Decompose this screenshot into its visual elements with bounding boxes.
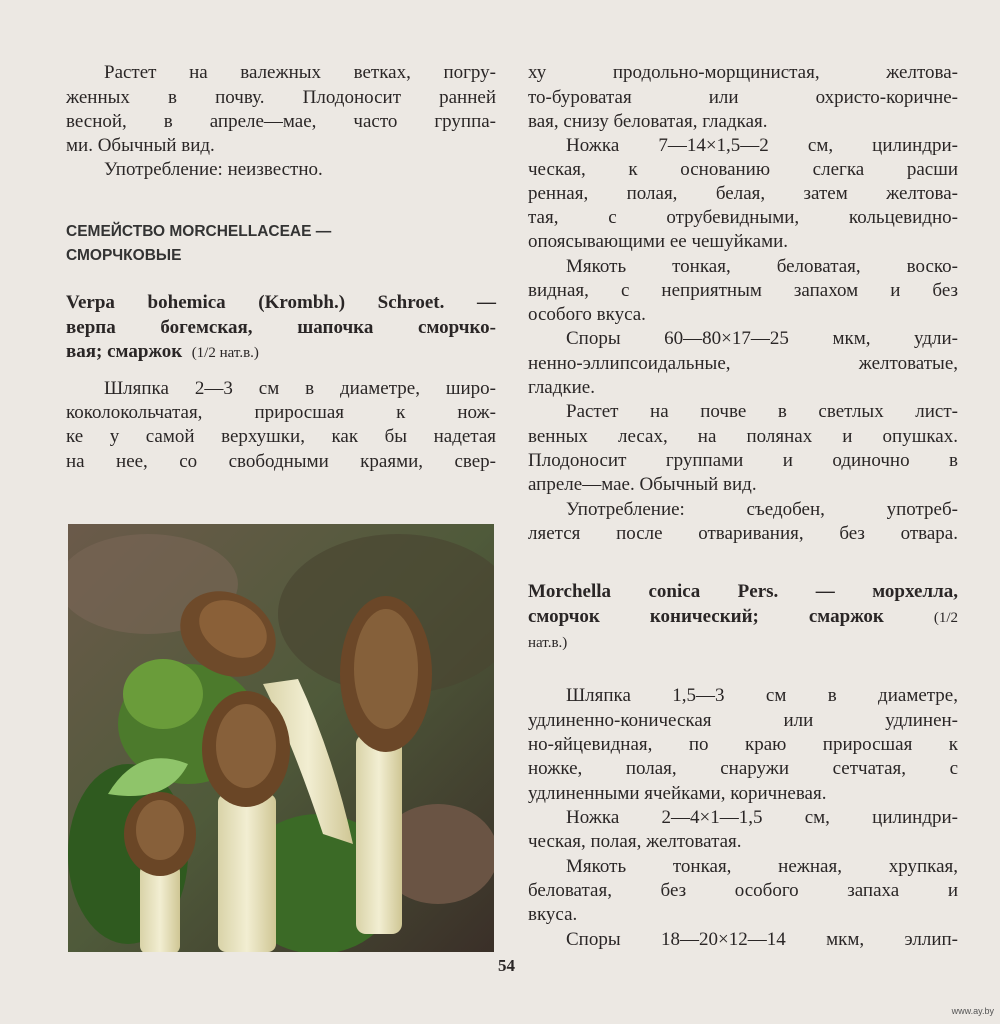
species-title: верпа богемская, шапочка сморчко- <box>66 317 496 338</box>
text-line: особого вкуса. <box>528 304 646 325</box>
text-line: Шляпка 2—3 см в диаметре, широ- <box>104 378 496 399</box>
text-line: Употребление: съедобен, употреб- <box>566 499 958 520</box>
scale-note: (1/2 <box>933 610 958 626</box>
text-line: Употребление: неизвестно. <box>104 159 323 180</box>
watermark: www.ay.by <box>951 1006 994 1016</box>
species-title: вая; смаржок (1/2 нат.в.) <box>66 341 259 362</box>
text-line: Плодоносит группами и одиночно в <box>528 450 958 471</box>
text-line: беловатая, без особого запаха и <box>528 880 958 901</box>
text-line: Ножка 7—14×1,5—2 см, цилиндри- <box>566 135 958 156</box>
text-line: ренная, полая, белая, затем желтова- <box>528 183 958 204</box>
text-line: Споры 18—20×12—14 мкм, эллип- <box>566 929 958 950</box>
text-line: тая, с отрубевидными, кольцевидно- <box>528 207 958 228</box>
text-line: ху продольно-морщинистая, желтова- <box>528 62 958 83</box>
text-line: удлиненно-коническая или удлинен- <box>528 710 958 731</box>
text-line: вкуса. <box>528 904 578 925</box>
species-title: Verpa bohemica (Krombh.) Schroet. — <box>66 292 496 313</box>
text-line: ческая, к основанию слегка расши <box>528 159 958 180</box>
text-line: ножке, полая, снаружи сетчатая, с <box>528 758 958 779</box>
text-line: гладкие. <box>528 377 595 398</box>
family-heading: СЕМЕЙСТВО MORCHELLACEAE — <box>66 223 332 240</box>
text-line: на нее, со свободными краями, свер- <box>66 451 496 472</box>
scale-note: нат.в.) <box>528 635 568 651</box>
text-line: Споры 60—80×17—25 мкм, удли- <box>566 328 958 349</box>
species-title: сморчок конический; смаржок (1/2 <box>528 606 958 627</box>
text-line: ке у самой верхушки, как бы надетая <box>66 426 496 447</box>
text-line: то-буроватая или охристо-коричне- <box>528 87 958 108</box>
family-heading: СМОРЧКОВЫЕ <box>66 247 182 264</box>
text-line: вая, снизу беловатая, гладкая. <box>528 111 768 132</box>
text-line: Растет на валежных ветках, погру- <box>104 62 496 83</box>
text-line: опоясывающими ее чешуйками. <box>528 231 789 252</box>
text-line: апреле—мае. Обычный вид. <box>528 474 757 495</box>
mushroom-photo <box>68 524 494 952</box>
text-line: ми. Обычный вид. <box>66 135 215 156</box>
text-line: удлиненными ячейками, коричневая. <box>528 783 827 804</box>
species-title <box>528 630 958 655</box>
text-line: Шляпка 1,5—3 см в диаметре, <box>566 685 958 706</box>
text-line: Мякоть тонкая, нежная, хрупкая, <box>566 856 958 877</box>
species-title: Morchella conica Pers. — морхелла, <box>528 581 958 602</box>
scale-note: (1/2 нат.в.) <box>191 345 259 361</box>
text-line: ненно-эллипсоидальные, желтоватые, <box>528 353 958 374</box>
text-line: женных в почву. Плодоносит ранней <box>66 87 496 108</box>
text-line: видная, с неприятным запахом и без <box>528 280 958 301</box>
text-line: Мякоть тонкая, беловатая, воско- <box>566 256 958 277</box>
text-line: весной, в апреле—мае, часто группа- <box>66 111 496 132</box>
text-line: Растет на почве в светлых лист- <box>566 401 958 422</box>
text-line: ляется после отваривания, без отвара. <box>528 523 958 544</box>
text-line: Ножка 2—4×1—1,5 см, цилиндри- <box>566 807 958 828</box>
page-number: 54 <box>498 956 515 975</box>
text-line: венных лесах, на полянах и опушках. <box>528 426 958 447</box>
text-line: ческая, полая, желтоватая. <box>528 831 742 852</box>
text-line: коколокольчатая, приросшая к нож- <box>66 402 496 423</box>
text-line: но-яйцевидная, по краю приросшая к <box>528 734 958 755</box>
